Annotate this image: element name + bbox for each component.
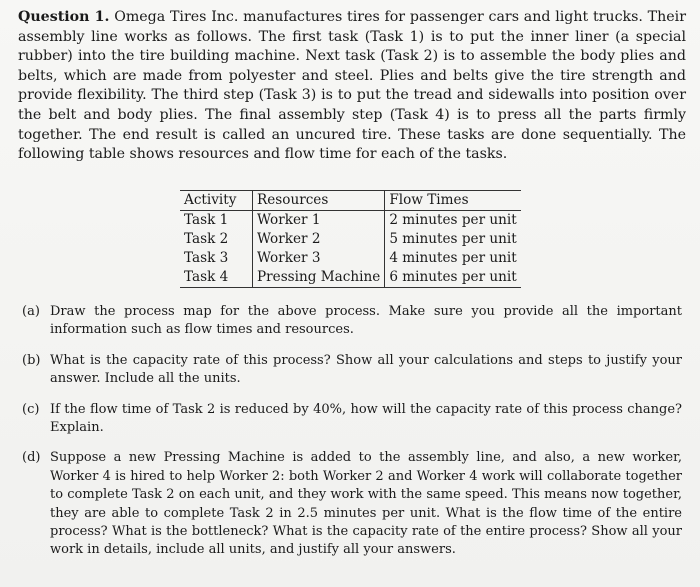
cell-flow-time: 6 minutes per unit [385, 268, 521, 288]
part-label: (d) [22, 450, 41, 466]
cell-activity: Task 3 [180, 249, 253, 268]
cell-resource: Worker 3 [253, 249, 385, 268]
part-d [22, 449, 682, 559]
table-row [180, 230, 521, 249]
part-b [22, 352, 682, 389]
question-parts [22, 303, 682, 572]
cell-activity: Task 2 [180, 230, 253, 249]
cell-resource: Worker 1 [253, 211, 385, 231]
cell-flow-time: 2 minutes per unit [389, 212, 517, 228]
table-row [180, 268, 521, 288]
part-c [22, 401, 682, 438]
part-text: Draw the process map for the above process. Make sure you provide all the important information such as flow times and resources. [50, 304, 682, 338]
table-row [180, 249, 521, 268]
cell-resource: Pressing Machine [253, 268, 385, 288]
table-row [180, 211, 521, 231]
question-label: Question 1. [18, 9, 110, 25]
part-label: (a) [22, 304, 40, 319]
cell-flow-time: 4 minutes per unit [389, 250, 517, 266]
question-text: Omega Tires Inc. manufactures tires for passenger cars and light trucks. Their assembly line works as follows. The first task (Task 1) is to put the inner liner (a special rubber) into the tire building machine. Next task (Task 2) is to assemble the body plies and belts, which are made from polyester and steel. Plies and belts give the tire strength and provide flexibility. The third step (Task 3) is to put the tread and sidewalls into position over the belt and body plies. The final assembly step (Task 4) is to press all the parts firmly together. The end result is called an uncured tire. These tasks are done sequentially. The following table shows resources and flow time for each of the tasks. [18, 9, 686, 163]
header-resources: Resources [253, 191, 385, 211]
part-label: (c) [22, 401, 40, 417]
task-table-wrapper [180, 190, 521, 288]
header-flow-times: Flow Times [385, 191, 521, 211]
cell-activity: Task 4 [180, 268, 253, 288]
table-header-row [180, 191, 521, 211]
part-text: What is the capacity rate of this process? Show all your calculations and steps to justify your answer. Include all the units. [50, 352, 682, 387]
question-paragraph [18, 8, 686, 165]
part-a [22, 303, 682, 340]
task-table [180, 190, 521, 288]
part-text: Suppose a new Pressing Machine is added to the assembly line, and also, a new worker, Worker 4 is hired to help Worker 2: both Worker 2 and Worker 4 work will collaborate together to complete Task 2 on each unit, and they work with the same speed. This means now together, they are able to complete Task 2 in 2.5 minutes per unit. What is the flow time of the entire process? What is the bottleneck? What is the capacity rate of the entire process? Show all your work in details, include all units, and justify all your answers. [50, 450, 682, 558]
part-text: If the flow time of Task 2 is reduced by 40%, how will the capacity rate of this process change? Explain. [50, 401, 682, 436]
header-activity: Activity [180, 191, 253, 211]
cell-resource: Worker 2 [253, 230, 385, 249]
cell-flow-time: 5 minutes per unit [389, 231, 517, 247]
cell-activity: Task 1 [180, 211, 253, 231]
part-label: (b) [22, 352, 41, 368]
